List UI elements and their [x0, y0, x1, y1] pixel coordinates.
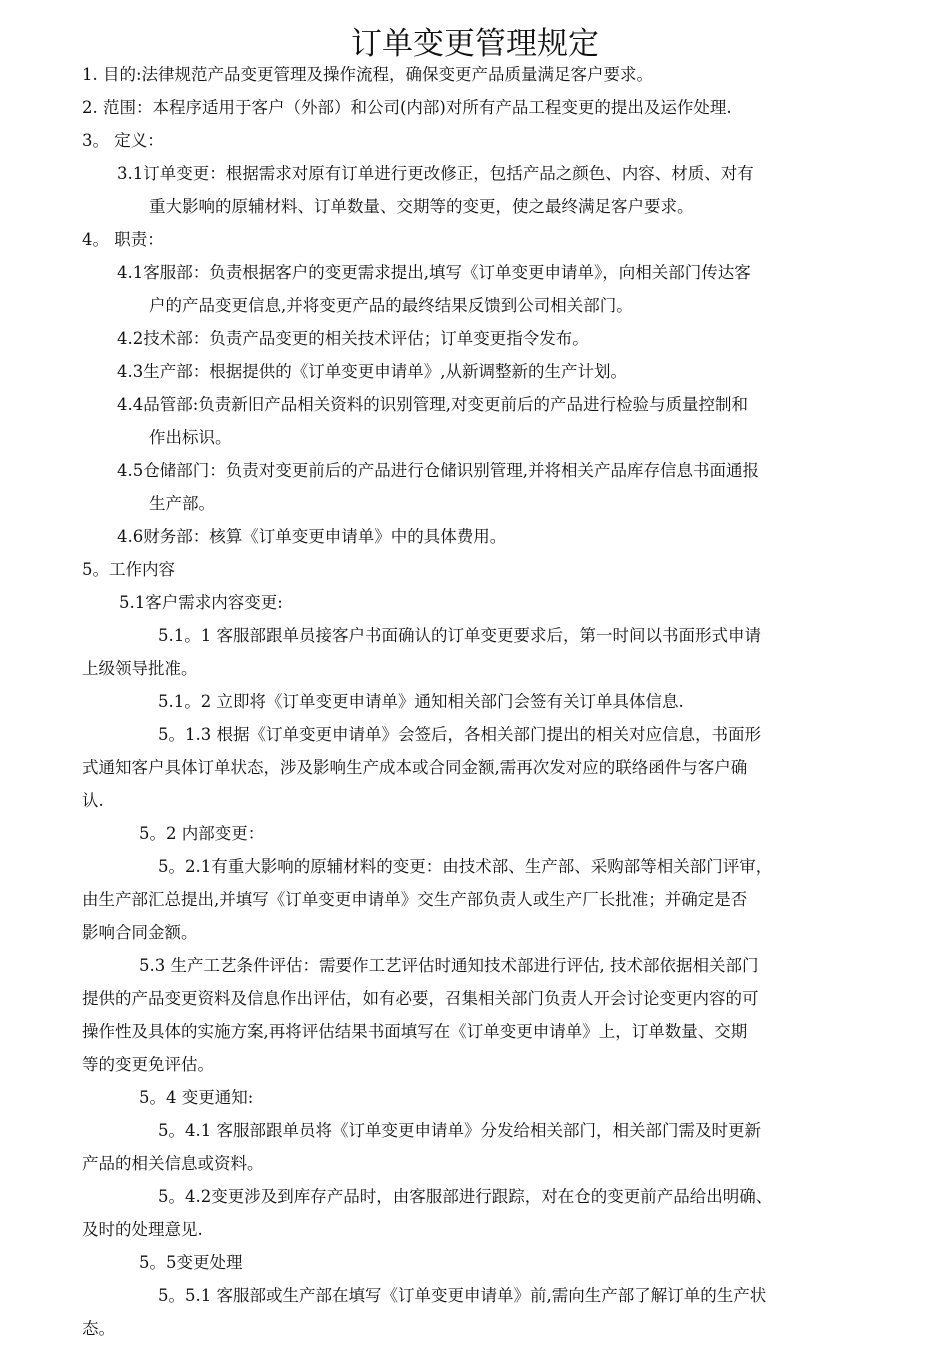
duty-technical [117, 322, 872, 355]
text-line: 4.3生产部：根据提供的《订单变更申请单》,从新调整新的生产计划。 [117, 362, 627, 381]
subsection-customer-change [119, 586, 872, 619]
item-5-5-1 [82, 1279, 872, 1345]
text-line: 5.1。2 立即将《订单变更申请单》通知相关部门会签有关订单具体信息. [158, 692, 684, 711]
text-line: 3.1订单变更：根据需求对原有订单进行更改修正，包括产品之颜色、内容、材质、对有 [117, 164, 754, 183]
text-line: 5。5变更处理 [139, 1253, 243, 1272]
text-line: 5。4.1 客服部跟单员将《订单变更申请单》分发给相关部门，相关部门需及时更新 [158, 1121, 761, 1140]
text-line: 5。4.2变更涉及到库存产品时，由客服部进行跟踪，对在仓的变更前产品给出明确、 [158, 1187, 773, 1206]
text-line: 户的产品变更信息,并将变更产品的最终结果反馈到公司相关部门。 [149, 296, 633, 315]
item-5-1-2 [82, 685, 872, 718]
duty-warehouse [117, 454, 872, 520]
subsection-internal-change [82, 817, 872, 850]
definition-order-change [117, 157, 872, 223]
text-line: 提供的产品变更资料及信息作出评估，如有必要，召集相关部门负责人开会讨论变更内容的可 [82, 989, 759, 1008]
item-5-4-1 [82, 1114, 872, 1180]
item-5-4-2 [82, 1180, 872, 1246]
duty-customer-service [117, 256, 872, 322]
text-line: 操作性及具体的实施方案,再将评估结果书面填写在《订单变更申请单》上，订单数量、交期 [82, 1022, 748, 1041]
text-line: 式通知客户具体订单状态，涉及影响生产成本或合同金额,需再次发对应的联络函件与客户确 [82, 758, 748, 777]
item-5-2-1 [82, 850, 872, 949]
document-title: 订单变更管理规定 [351, 26, 599, 62]
text-line: 态。 [82, 1319, 115, 1338]
text-line: 产品的相关信息或资料。 [82, 1154, 264, 1173]
section-definition [82, 124, 872, 157]
text-line: 上级领导批准。 [82, 659, 198, 678]
subsection-change-notice [82, 1081, 872, 1114]
section-scope [82, 91, 872, 124]
text-line: 2. 范围：本程序适用于客户（外部）和公司(内部)对所有产品工程变更的提出及运作处理. [82, 98, 732, 117]
text-line: 4.6财务部：核算《订单变更申请单》中的具体费用。 [117, 527, 507, 546]
text-line: 生产部。 [149, 494, 215, 513]
section-responsibilities [82, 223, 872, 256]
text-line: 5。工作内容 [82, 560, 175, 579]
text-line: 认. [82, 791, 104, 810]
text-line: 5。2.1有重大影响的原辅材料的变更：由技术部、生产部、采购部等相关部门评审， [158, 857, 773, 876]
text-line: 4.2技术部：负责产品变更的相关技术评估；订单变更指令发布。 [117, 329, 589, 348]
text-line: 作出标识。 [149, 428, 232, 447]
text-line: 5.1客户需求内容变更: [119, 593, 283, 612]
text-line: 由生产部汇总提出,并填写《订单变更申请单》交生产部负责人或生产厂长批准；并确定是否 [82, 890, 748, 909]
duty-finance [117, 520, 872, 553]
text-line: 4.4品管部:负责新旧产品相关资料的识别管理,对变更前后的产品进行检验与质量控制和 [117, 395, 749, 414]
text-line: 4.5仓储部门：负责对变更前后的产品进行仓储识别管理,并将相关产品库存信息书面通报 [117, 461, 759, 480]
text-line: 5。5.1 客服部或生产部在填写《订单变更申请单》前,需向生产部了解订单的生产状 [158, 1286, 767, 1305]
subsection-process-evaluation [82, 949, 872, 1081]
text-line: 及时的处理意见. [82, 1220, 203, 1239]
section-purpose [82, 58, 872, 91]
text-line: 5。1.3 根据《订单变更申请单》会签后，各相关部门提出的相关对应信息，书面形 [158, 725, 761, 744]
duty-production [117, 355, 872, 388]
text-line: 1. 目的:法律规范产品变更管理及操作流程，确保变更产品质量满足客户要求。 [82, 65, 654, 84]
text-line: 3。 定义： [82, 131, 164, 150]
text-line: 5.1。1 客服部跟单员接客户书面确认的订单变更要求后，第一时间以书面形式申请 [158, 626, 761, 645]
text-line: 4。 职责： [82, 230, 164, 249]
text-line: 等的变更免评估。 [82, 1055, 214, 1074]
item-5-1-3 [82, 718, 872, 817]
item-5-1-1 [82, 619, 872, 685]
duty-quality [117, 388, 872, 454]
text-line: 重大影响的原辅材料、订单数量、交期等的变更，使之最终满足客户要求。 [149, 197, 694, 216]
text-line: 5.3 生产工艺条件评估：需要作工艺评估时通知技术部进行评估, 技术部依据相关部门 [139, 956, 759, 975]
section-work-content [82, 553, 872, 586]
subsection-change-handling [82, 1246, 872, 1279]
text-line: 4.1客服部：负责根据客户的变更需求提出,填写《订单变更申请单》，向相关部门传达客 [117, 263, 751, 282]
text-line: 影响合同金额。 [82, 923, 198, 942]
text-line: 5。4 变更通知: [139, 1088, 254, 1107]
text-line: 5。2 内部变更： [139, 824, 265, 843]
